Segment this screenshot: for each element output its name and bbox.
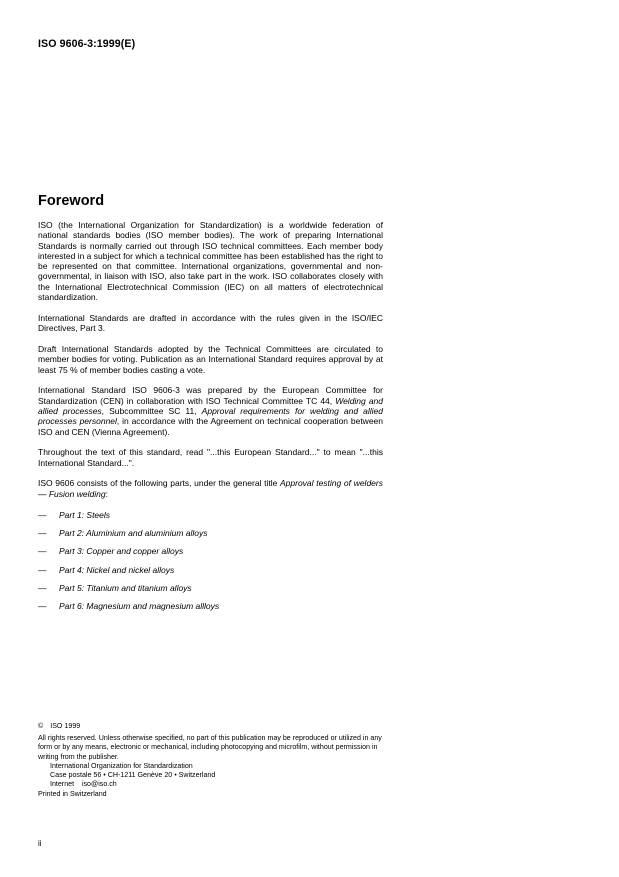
org-address: Case postale 56 • CH-1211 Genève 20 • Switzerland [50,771,216,780]
part-label: Part 5: Titanium and titanium alloys [59,582,192,593]
text-segment: , Subcommittee SC 11, [101,405,202,416]
text-segment: International Standard ISO 9606-3 was prepared by the European Committee for Standardization (CEN) in collaboration with ISO Technical Committee TC 44, [38,385,383,406]
list-item [38,601,383,619]
copyright-symbol: © [38,722,44,730]
list-item [38,546,383,564]
list-item [38,528,383,546]
part-label: Part 6: Magnesium and magnesium allloys [59,600,220,611]
org-name: International Organization for Standardization [50,761,193,770]
sc-title: Approval requirements for welding and allied processes personnel [38,405,383,427]
copyright-block [38,722,383,800]
text-segment: , in accordance with the Agreement on technical cooperation between ISO and CEN (Vienna Agreement). [38,416,384,437]
page-number: ii [38,839,42,848]
dash-bullet: — [38,564,47,575]
copyright-line [38,722,383,731]
page-title: Foreword [38,193,105,209]
text-segment: ISO 9606 consists of the following parts, under the general title [38,478,280,489]
part-label: Part 3: Copper and copper alloys [59,546,184,557]
part-label: Part 4: Nickel and nickel alloys [59,564,175,575]
parts-list [38,510,383,619]
copyright-year: ISO 1999 [50,722,81,730]
rights-statement: All rights reserved. Unless otherwise specified, no part of this publication may be reproduced or utilized in any form or by any means, electronic or mechanical, including photocopying and microfilm, without permission in writing from the publisher. [38,734,382,761]
paragraph-parts-intro [38,478,383,499]
text-segment: : [105,488,108,499]
general-title: Approval testing of welders — Fusion welding [38,478,383,499]
list-item [38,583,383,601]
paragraph-reading-note: Throughout the text of this standard, read "...this European Standard..." to mean "...this International Standard...". [38,447,383,468]
tc-title: Welding and allied processes [38,395,383,416]
dash-bullet: — [38,528,47,539]
dash-bullet: — [38,600,47,611]
list-item [38,510,383,528]
paragraph-preparation [38,385,383,436]
dash-bullet: — [38,510,47,521]
foreword-body [38,220,383,619]
part-label: Part 2: Aluminium and aluminium alloys [59,528,208,539]
paragraph-iso-intro: ISO (the International Organization for Standardization) is a worldwide federation of national standards bodies (ISO member bodies). The work of preparing International Standards is normally carried out through ISO technical committees. Each member body interested in a subject for which a technical committee has been established has the right to be represented on that committee. International organizations, governmental and non-governmental, in liaison with ISO, also take part in the work. ISO collaborates closely with the International Electrotechnical Commission (IEC) on all matters of electrotechnical standardization. [38,220,383,303]
part-label: Part 1: Steels [59,510,111,521]
list-item [38,565,383,583]
paragraph-voting: Draft International Standards adopted by the Technical Committees are circulated to member bodies for voting. Publication as an International Standard requires approval by at least 75 % of member bodies casting a vote. [38,343,383,375]
printed-in: Printed in Switzerland [38,790,107,799]
org-internet: Internet iso@iso.ch [50,780,117,789]
paragraph-directives: International Standards are drafted in accordance with the rules given in the ISO/IEC Directives, Part 3. [38,312,383,334]
dash-bullet: — [38,582,47,593]
document-id: ISO 9606-3:1999(E) [38,38,136,50]
dash-bullet: — [38,546,47,557]
